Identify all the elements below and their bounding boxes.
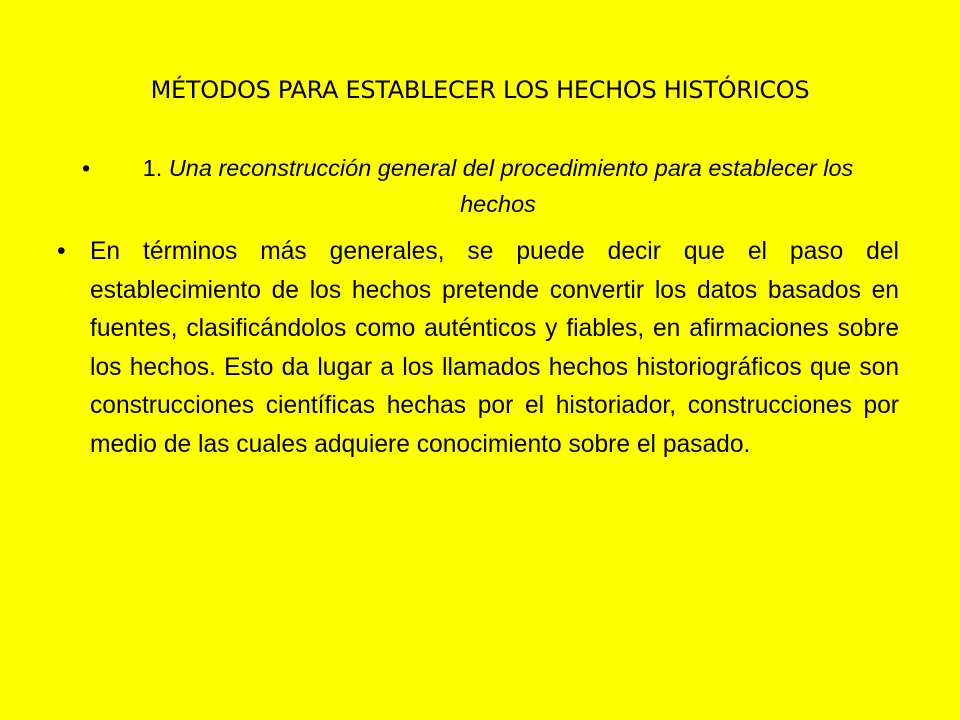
- main-bullet-text: En términos más generales, se puede decir que el paso del establecimiento de los hechos pretende convertir los datos basados en fuentes, clasificándolos como auténticos y fiables, en afirmaciones sobre los hechos. Esto da lugar a los llamados hechos historiográficos que son construcciones científicas hechas por el historiador, construcciones por medio de las cuales adquiere conocimiento sobre el pasado.: [90, 238, 899, 458]
- sub-bullet: [82, 150, 882, 222]
- main-bullet: [57, 233, 899, 464]
- slide-title: MÉTODOS PARA ESTABLECER LOS HECHOS HISTÓRICOS: [150, 76, 810, 104]
- sub-bullet-heading: Una reconstrucción general del procedimiento para establecer los hechos: [168, 155, 854, 217]
- bullet-dot-icon: •: [57, 238, 66, 265]
- bullet-dot-icon: •: [82, 155, 91, 181]
- sub-bullet-number: 1.: [142, 155, 163, 181]
- sub-bullet-text: [114, 150, 882, 222]
